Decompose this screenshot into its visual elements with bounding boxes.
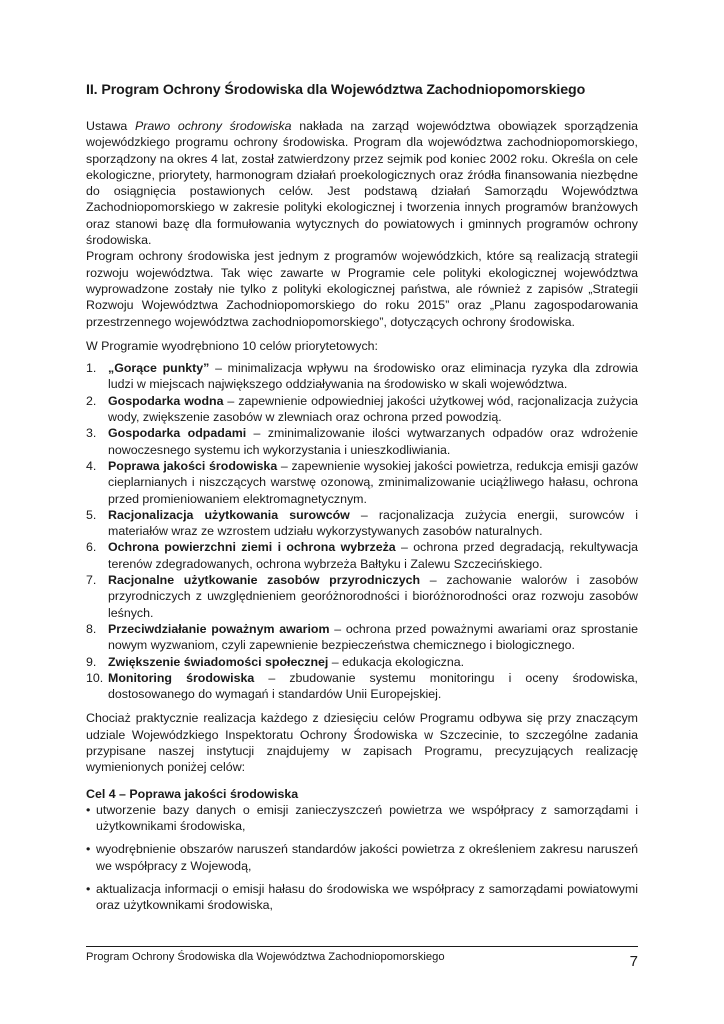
goal-title: Gospodarka wodna bbox=[108, 393, 224, 408]
goal-title: „Gorące punkty” bbox=[108, 361, 210, 376]
goal-title: Poprawa jakości środowiska bbox=[108, 458, 278, 473]
task-text: wyodrębnienie obszarów naruszeń standardów jakości powietrza z określeniem zakresu naruszeń we współpracy z Wojewodą, bbox=[96, 842, 638, 873]
goal-number: 9. bbox=[86, 654, 97, 669]
goal-number: 4. bbox=[86, 458, 97, 473]
goal-description: – ochrona przed poważnymi awariami oraz sprostanie nowym wyzwaniom, czyli zapewnienie bezpieczeństwa chemicznego i biologicznego. bbox=[108, 621, 638, 653]
goal-number: 7. bbox=[86, 573, 97, 588]
intro-text-start: Ustawa bbox=[86, 119, 136, 133]
cel4-heading: Cel 4 – Poprawa jakości środowiska bbox=[86, 786, 299, 801]
goal-description: – minimalizacja wpływu na środowisko oraz eliminacja ryzyka dla zdrowia ludzi w miejscach największego oddziaływania na środowisko w skali województwa. bbox=[108, 361, 638, 392]
goal-item bbox=[86, 393, 638, 426]
goal-description: – zapewnienie odpowiedniej jakości użytkowej wód, racjonalizacja zużycia wody, zwiększenie zasobów w zlewniach oraz ochrona przed powodzią. bbox=[108, 393, 638, 425]
goal-item bbox=[86, 425, 638, 458]
goal-title: Racjonalizacja użytkowania surowców bbox=[108, 507, 350, 522]
goal-description: – racjonalizacja zużycia energii, surowców i materiałów wraz ze wzrostem udziału wykorzystywanych zasobów naturalnych. bbox=[108, 507, 638, 539]
section-title: II. Program Ochrony Środowiska dla Województwa Zachodniopomorskiego bbox=[86, 82, 586, 98]
bullet-icon: • bbox=[86, 802, 91, 817]
goal-title: Monitoring środowiska bbox=[108, 670, 255, 685]
act-name: Prawo ochrony środowiska bbox=[135, 119, 292, 133]
goal-description: – zminimalizowanie ilości wytwarzanych odpadów oraz wdrożenie nowoczesnego systemu ich wykorzystania i unieszkodliwiania. bbox=[108, 426, 638, 457]
task-text: aktualizacja informacji o emisji hałasu do środowiska we współpracy z samorządami powiatowymi oraz użytkownikami środowiska, bbox=[96, 882, 638, 913]
goal-description: – edukacja ekologiczna. bbox=[328, 654, 465, 669]
goal-item bbox=[86, 507, 638, 540]
goal-description: – zachowanie walorów i zasobów przyrodniczych z uwzględnieniem georóżnorodności i bioróżnorodności oraz rozwoju zasobów leśnych. bbox=[108, 573, 638, 620]
goals-intro: W Programie wyodrębniono 10 celów priorytetowych: bbox=[86, 338, 378, 353]
goal-title: Przeciwdziałanie poważnym awariom bbox=[108, 621, 330, 636]
goal-item bbox=[86, 539, 638, 572]
goal-title: Zwiększenie świadomości społecznej bbox=[108, 654, 329, 669]
goal-number: 6. bbox=[86, 540, 97, 555]
task-item bbox=[86, 841, 638, 874]
task-text: utworzenie bazy danych o emisji zanieczyszczeń powietrza we współpracy z samorządami i użytkownikami środowiska, bbox=[96, 802, 638, 834]
goal-item bbox=[86, 670, 638, 703]
bullet-icon: • bbox=[86, 882, 91, 897]
document-page bbox=[86, 82, 638, 921]
goal-description: – ochrona przed degradacją, rekultywacja terenów zdegradowanych, ochrona wybrzeża Bałtyku i Zalewu Szczecińskiego. bbox=[108, 540, 638, 571]
task-item bbox=[86, 802, 638, 835]
cel4-task-list bbox=[86, 802, 638, 914]
goal-title: Racjonalne użytkowanie zasobów przyrodniczych bbox=[108, 573, 421, 588]
footer-title: Program Ochrony Środowiska dla Województwa Zachodniopomorskiego bbox=[86, 951, 445, 963]
goal-number: 2. bbox=[86, 393, 97, 408]
goal-description: – zbudowanie systemu monitoringu i oceny środowiska, dostosowanego do wymagań i standardów Unii Europejskiej. bbox=[108, 670, 638, 702]
goal-title: Ochrona powierzchni ziemi i ochrona wybrzeża bbox=[108, 540, 396, 555]
intro-paragraph-2: Program ochrony środowiska jest jednym z programów wojewódzkich, które są realizacją strategii rozwoju województwa. Tak więc zawarte w Programie cele polityki ekologicznej województwa wyprowadzone zostały nie tylko z polityki ekologicznej państwa, ale również z zapisów „Strategii Rozwoju Województwa Zachodniopomorskiego do roku 2015” oraz „Planu zagospodarowania przestrzennego województwa zachodniopomorskiego”, dotyczących ochrony środowiska. bbox=[86, 249, 638, 329]
goal-item bbox=[86, 654, 638, 670]
intro-text-rest: nakłada na zarząd województwa obowiązek sporządzenia wojewódzkiego programu ochrony środowiska. Program dla województwa zachodniopomorskiego, sporządzony na okres 4 lat, został zatwierdzony przez sejmik pod koniec 2002 roku. Określa on cele ekologiczne, priorytety, harmonogram działań proekologicznych oraz źródła finansowania niezbędne do osiągnięcia postawionych celów. Jest podstawą działań Samorządu Województwa Zachodniopomorskiego w zakresie polityki ekologicznej i tworzenia innych programów branżowych oraz stanowi bazę dla formułowania wytycznych do powiatowych i gminnych programów ochrony środowiska. bbox=[86, 119, 638, 248]
task-item bbox=[86, 881, 638, 914]
goal-item bbox=[86, 360, 638, 393]
outro-paragraph: Chociaż praktycznie realizacja każdego z dziesięciu celów Programu odbywa się przy znaczącym udziale Wojewódzkiego Inspektoratu Ochrony Środowiska w Szczecinie, to szczególne zadania przypisane naszej instytucji znajdujemy w zapisach Programu, precyzujących realizację wymienionych poniżej celów: bbox=[86, 711, 638, 775]
intro-paragraph-1 bbox=[86, 118, 638, 248]
goal-item bbox=[86, 572, 638, 621]
goal-title: Gospodarka odpadami bbox=[108, 426, 247, 441]
goal-item bbox=[86, 621, 638, 654]
goal-number: 1. bbox=[86, 361, 97, 376]
goal-number: 3. bbox=[86, 426, 97, 441]
goal-item bbox=[86, 458, 638, 507]
page-number: 7 bbox=[629, 953, 638, 970]
page-footer bbox=[86, 946, 638, 970]
bullet-icon: • bbox=[86, 842, 91, 857]
goal-number: 10. bbox=[86, 670, 104, 685]
goal-description: – zapewnienie wysokiej jakości powietrza, redukcja emisji gazów cieplarnianych i niszczących warstwę ozonową, zminimalizowanie uciążliwego hałasu, ochrona przed promieniowaniem elektromagnetycznym. bbox=[108, 458, 638, 506]
priority-goals-list bbox=[86, 360, 638, 702]
goal-number: 5. bbox=[86, 507, 97, 522]
goal-number: 8. bbox=[86, 621, 97, 636]
